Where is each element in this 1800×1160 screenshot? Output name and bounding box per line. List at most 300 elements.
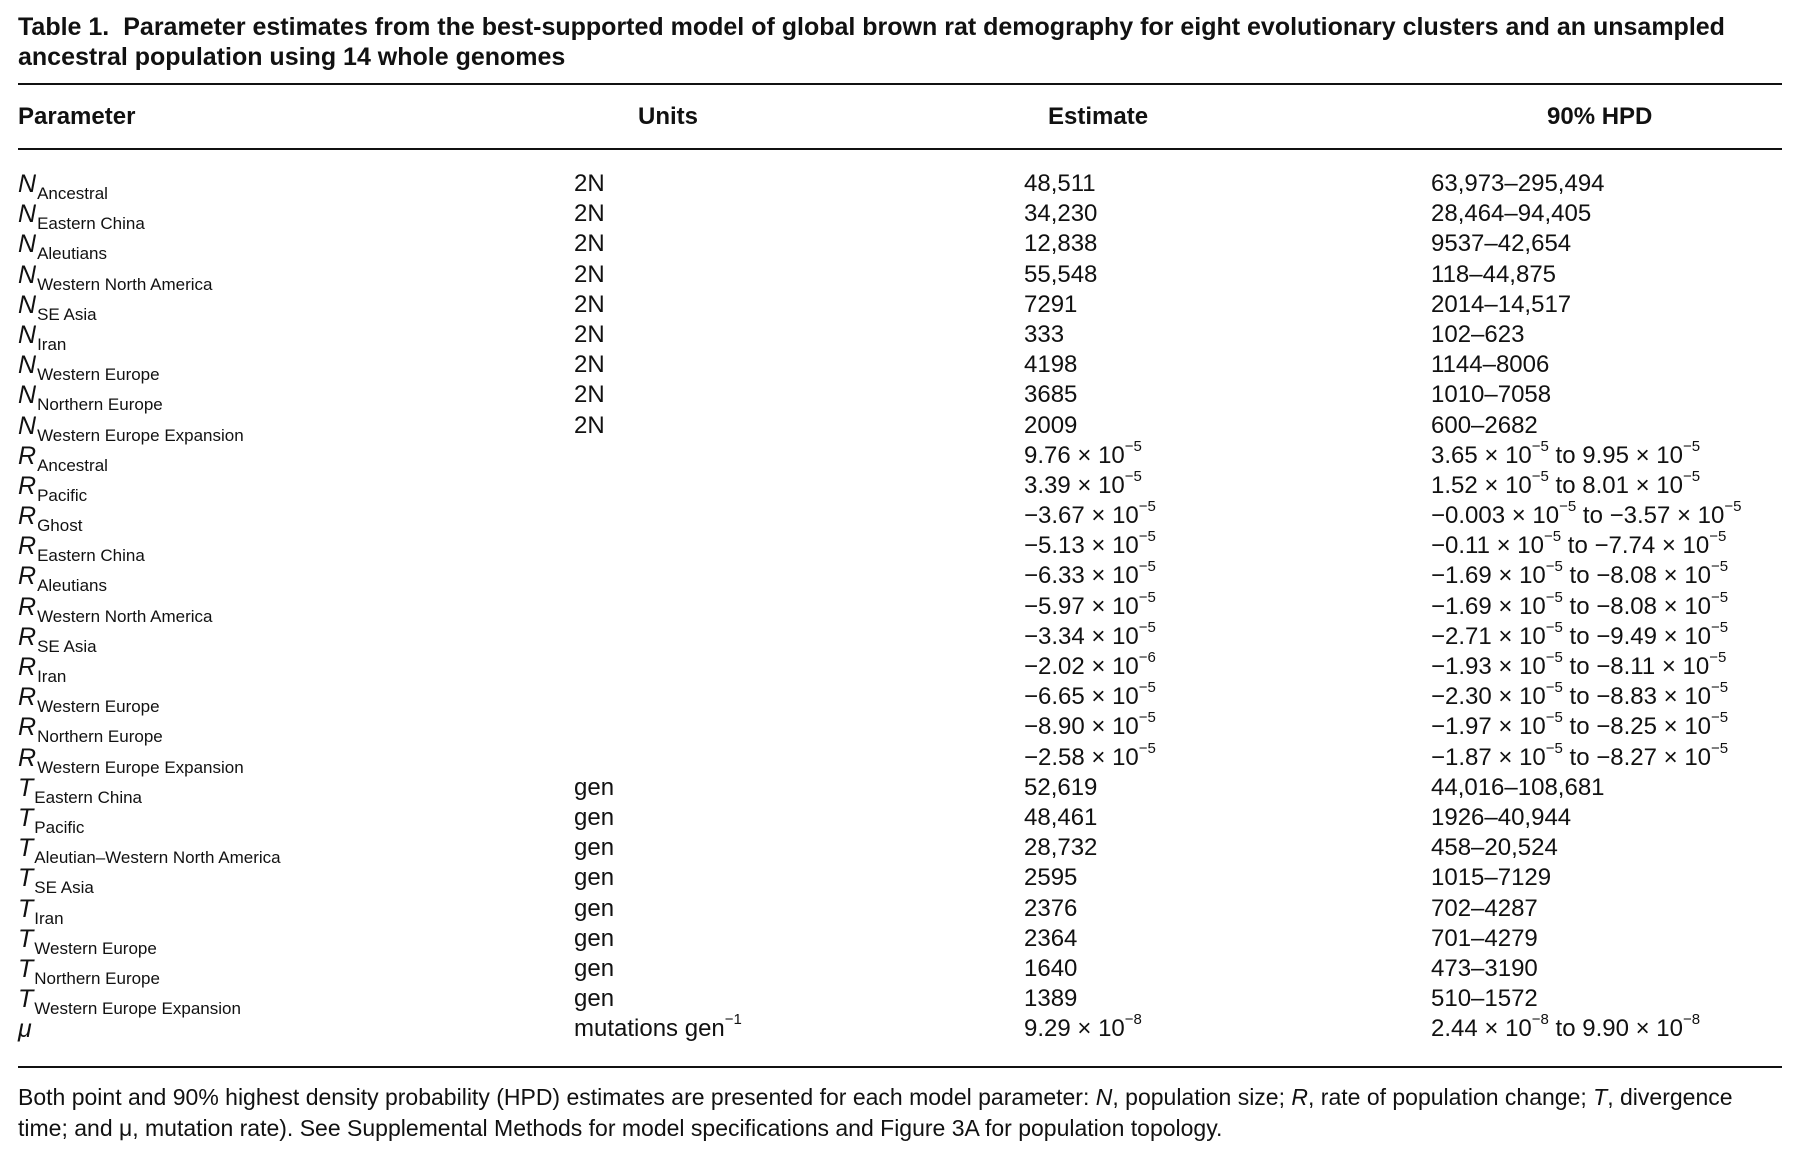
times-ten: × 10: [1070, 471, 1125, 499]
parameter-symbol: T: [18, 894, 34, 923]
times-ten: × 10: [1656, 683, 1712, 711]
table-row: [18, 437, 1782, 475]
estimate-cell: [1024, 558, 1156, 590]
range-to: to: [1562, 683, 1597, 711]
exponent: −5: [1138, 618, 1156, 636]
units-cell: gen: [574, 864, 615, 892]
header-hpd: 90% HPD: [1547, 103, 1653, 130]
mantissa: −0.11: [1431, 532, 1490, 560]
table-row: [18, 467, 1782, 505]
estimate-cell: 2376: [1024, 894, 1078, 922]
times-ten: × 10: [1628, 441, 1683, 469]
exponent: −5: [1531, 467, 1549, 485]
mantissa: 3.65: [1431, 441, 1478, 469]
parameter-cell: [18, 895, 64, 926]
parameter-cell: [18, 713, 163, 747]
parameter-subscript: Eastern China: [34, 787, 143, 807]
parameter-symbol: N: [18, 260, 37, 289]
hpd-cell: [1431, 528, 1727, 560]
header-estimate: Estimate: [1048, 103, 1149, 130]
mantissa: −3.34: [1024, 622, 1085, 650]
parameter-subscript: Northern Europe: [37, 395, 163, 415]
hpd-cell: [1431, 649, 1727, 681]
exponent: −8: [1531, 1011, 1549, 1029]
parameter-cell: [18, 864, 94, 898]
parameter-symbol: N: [18, 170, 37, 198]
units-cell: 2N: [574, 200, 605, 228]
units-cell: 2N: [574, 260, 605, 288]
parameter-symbol: T: [18, 864, 34, 893]
header-parameter: Parameter: [18, 103, 136, 130]
mantissa: −1.97: [1431, 713, 1492, 741]
units-exponent: −1: [724, 1011, 742, 1029]
parameter-symbol: R: [18, 532, 37, 561]
table-row: [18, 709, 1782, 747]
table-row: [18, 498, 1782, 536]
hpd-cell: 2014–14,517: [1431, 290, 1572, 318]
hpd-cell: [1431, 1011, 1701, 1043]
parameter-subscript: Eastern China: [37, 214, 145, 234]
table-row: [18, 351, 1782, 385]
estimate-cell: 1640: [1024, 954, 1078, 982]
parameter-cell: [18, 653, 66, 684]
footnote-symbol: T: [1593, 1084, 1608, 1110]
parameter-cell: [18, 804, 84, 835]
mantissa: −2.30: [1431, 683, 1492, 711]
mantissa: −8.11: [1596, 653, 1656, 680]
exponent: −6: [1138, 649, 1156, 666]
table-row: [18, 924, 1782, 958]
parameter-symbol: R: [18, 713, 37, 742]
bottom-rule: [18, 1066, 1782, 1068]
hpd-cell: 28,464–94,405: [1431, 200, 1592, 228]
times-ten: × 10: [1491, 713, 1546, 741]
table-row: [18, 773, 1782, 807]
parameter-symbol: N: [18, 200, 37, 229]
parameter-subscript: Pacific: [34, 817, 85, 837]
parameter-cell: [18, 925, 157, 956]
range-to: to: [1548, 441, 1583, 469]
range-to: to: [1576, 502, 1610, 530]
estimate-cell: 1389: [1024, 985, 1078, 1013]
parameter-subscript: Pacific: [37, 485, 88, 505]
times-ten: × 10: [1084, 713, 1139, 741]
table-row: [18, 618, 1782, 656]
parameter-symbol: N: [18, 381, 37, 410]
hpd-cell: 473–3190: [1431, 954, 1538, 982]
parameter-cell: [18, 593, 212, 624]
parameter-cell: [18, 1015, 32, 1044]
parameter-cell: [18, 442, 108, 473]
parameter-cell: [18, 502, 83, 536]
range-to: to: [1562, 743, 1597, 771]
mantissa: −1.87: [1431, 743, 1492, 771]
units-cell: [574, 1011, 742, 1043]
parameter-symbol: T: [18, 985, 34, 1014]
times-ten: × 10: [1084, 743, 1139, 771]
parameter-symbol: R: [18, 743, 37, 772]
parameter-cell: [18, 412, 244, 443]
exponent: −5: [1559, 498, 1577, 516]
parameter-cell: [18, 291, 97, 322]
units-cell: gen: [574, 834, 615, 862]
units-cell: 2N: [574, 290, 605, 318]
range-to: to: [1562, 622, 1597, 650]
range-to: to: [1548, 471, 1583, 499]
units-cell: 2N: [574, 411, 605, 439]
times-ten: × 10: [1655, 653, 1710, 680]
table-row: [18, 803, 1782, 837]
parameter-symbol: N: [18, 290, 37, 319]
parameter-subscript: Western North America: [37, 606, 213, 626]
exponent: −5: [1545, 558, 1563, 576]
parameter-symbol: T: [18, 803, 34, 832]
estimate-cell: [1024, 679, 1156, 711]
parameter-cell: [18, 955, 160, 986]
estimate-cell: [1024, 709, 1156, 741]
times-ten: × 10: [1656, 713, 1712, 741]
mantissa: −2.58: [1024, 743, 1085, 771]
hpd-cell: [1431, 739, 1729, 772]
parameter-subscript: Ghost: [37, 516, 83, 536]
parameter-subscript: Western Europe: [34, 938, 157, 958]
times-ten: × 10: [1491, 622, 1546, 650]
units-cell: 2N: [574, 170, 605, 197]
table-row: [18, 679, 1782, 717]
parameter-subscript: Western North America: [37, 274, 213, 294]
hpd-cell: 701–4279: [1431, 924, 1538, 952]
mantissa: 1.52: [1431, 471, 1478, 499]
footnote-text: , divergence time; and μ, mutation rate). See Supplemental Methods for model specifications and Figure 3A for population topology.: [18, 1084, 1733, 1141]
range-to: to: [1561, 532, 1595, 560]
mantissa: −3.57: [1609, 502, 1671, 530]
table-label: Table 1.: [18, 13, 110, 41]
range-to: to: [1562, 653, 1597, 680]
mantissa: −8.08: [1596, 562, 1657, 590]
times-ten: × 10: [1477, 1015, 1532, 1043]
hpd-cell: [1431, 588, 1729, 621]
table-row: [18, 170, 1782, 203]
exponent: −5: [1138, 588, 1156, 606]
table-row: [18, 558, 1782, 596]
hpd-cell: 1926–40,944: [1431, 803, 1572, 831]
mantissa: 3.39: [1024, 471, 1071, 499]
exponent: −5: [1138, 739, 1156, 757]
exponent: −5: [1138, 709, 1156, 727]
hpd-cell: [1431, 437, 1701, 470]
mantissa: −5.97: [1024, 592, 1085, 620]
estimate-cell: [1024, 649, 1156, 681]
table-row: [18, 381, 1782, 415]
exponent: −5: [1124, 467, 1142, 485]
range-to: to: [1562, 592, 1597, 620]
estimate-cell: 28,732: [1024, 834, 1098, 862]
table-body: [18, 170, 1782, 1045]
units-cell: gen: [574, 954, 615, 982]
parameter-symbol: R: [18, 653, 37, 681]
parameter-subscript: Ancestral: [37, 184, 108, 203]
exponent: −5: [1711, 588, 1729, 606]
times-ten: × 10: [1084, 622, 1139, 650]
exponent: −5: [1683, 437, 1701, 455]
exponent: −5: [1545, 649, 1563, 666]
exponent: −5: [1545, 679, 1563, 697]
units-text: mutations gen: [574, 1015, 725, 1043]
exponent: −5: [1545, 618, 1563, 636]
estimate-cell: 3685: [1024, 381, 1078, 409]
table-row: [18, 588, 1782, 626]
top-rule: [18, 83, 1782, 85]
table-row: [18, 985, 1782, 1019]
units-cell: gen: [574, 773, 615, 801]
exponent: −5: [1545, 709, 1563, 727]
parameter-symbol: R: [18, 622, 37, 651]
mantissa: −5.13: [1024, 532, 1085, 560]
exponent: −5: [1711, 709, 1729, 727]
times-ten: × 10: [1070, 1015, 1125, 1043]
table-row: [18, 320, 1782, 354]
hpd-cell: [1431, 618, 1729, 651]
exponent: −5: [1124, 437, 1142, 455]
times-ten: × 10: [1491, 683, 1546, 711]
estimate-cell: 48,461: [1024, 803, 1098, 831]
footnote-symbol: R: [1291, 1084, 1309, 1110]
estimate-cell: [1024, 739, 1156, 772]
estimate-cell: 52,619: [1024, 773, 1098, 801]
estimate-cell: [1024, 528, 1156, 560]
mantissa: −8.08: [1596, 592, 1657, 620]
table-row: [18, 200, 1782, 234]
estimate-cell: [1024, 498, 1156, 530]
times-ten: × 10: [1477, 471, 1532, 499]
footnote-symbol: N: [1095, 1084, 1113, 1110]
times-ten: × 10: [1491, 743, 1546, 771]
estimate-cell: [1024, 1011, 1142, 1043]
parameter-symbol: T: [18, 773, 34, 802]
times-ten: × 10: [1084, 562, 1139, 590]
units-cell: 2N: [574, 230, 605, 258]
estimate-cell: [1024, 618, 1156, 651]
footnote-text: Both point and 90% highest density probability (HPD) estimates are presented for each model parameter:: [18, 1084, 1096, 1110]
times-ten: × 10: [1084, 532, 1139, 560]
parameter-subscript: Northern Europe: [37, 727, 163, 747]
exponent: −5: [1138, 558, 1156, 576]
exponent: −8: [1124, 1011, 1142, 1029]
mantissa: −0.003: [1431, 502, 1506, 530]
estimate-cell: 12,838: [1024, 230, 1098, 258]
times-ten: × 10: [1505, 502, 1560, 530]
exponent: −5: [1711, 618, 1729, 636]
exponent: −5: [1138, 498, 1156, 516]
parameter-subscript: Aleutian–Western North America: [34, 848, 281, 868]
hpd-cell: [1431, 709, 1729, 741]
mantissa: −1.69: [1431, 562, 1492, 590]
hpd-cell: [1431, 558, 1729, 590]
hpd-cell: 9537–42,654: [1431, 230, 1572, 258]
parameter-cell: [18, 351, 160, 385]
estimate-cell: 2009: [1024, 411, 1078, 439]
table-row: [18, 739, 1782, 777]
table-row: [18, 649, 1782, 686]
parameter-symbol: N: [18, 351, 37, 380]
parameter-symbol: N: [18, 230, 37, 259]
times-ten: × 10: [1477, 441, 1532, 469]
times-ten: × 10: [1491, 592, 1546, 620]
parameter-subscript: Western Europe: [37, 365, 160, 385]
parameter-symbol: R: [18, 683, 37, 712]
estimate-cell: 333: [1024, 320, 1065, 348]
mantissa: 9.95: [1582, 441, 1629, 469]
table-row: [18, 954, 1782, 988]
mantissa: −8.25: [1596, 713, 1657, 741]
exponent: −5: [1531, 437, 1549, 455]
parameter-subscript: SE Asia: [34, 878, 94, 898]
parameter-cell: [18, 200, 145, 234]
parameter-subscript: Western Europe Expansion: [37, 757, 244, 777]
parameter-cell: [18, 532, 145, 566]
exponent: −5: [1709, 528, 1727, 546]
table-row: [18, 1011, 1782, 1045]
parameter-cell: [18, 472, 87, 503]
hpd-cell: 510–1572: [1431, 985, 1538, 1013]
exponent: −5: [1709, 649, 1727, 666]
hpd-cell: 63,973–295,494: [1431, 170, 1605, 197]
hpd-cell: [1431, 498, 1742, 530]
exponent: −5: [1138, 679, 1156, 697]
times-ten: × 10: [1656, 743, 1712, 771]
exponent: −5: [1683, 467, 1701, 485]
mantissa: −7.74: [1594, 532, 1656, 560]
mantissa: 9.76: [1024, 441, 1071, 469]
mantissa: −1.93: [1431, 653, 1492, 680]
units-cell: 2N: [574, 320, 605, 348]
parameter-subscript: SE Asia: [37, 304, 97, 324]
exponent: −5: [1138, 528, 1156, 546]
mantissa: −6.65: [1024, 683, 1085, 711]
hpd-cell: 44,016–108,681: [1431, 773, 1605, 801]
parameter-cell: [18, 381, 163, 415]
estimate-cell: 4198: [1024, 351, 1078, 379]
mantissa: −2.02: [1024, 653, 1085, 680]
units-cell: 2N: [574, 381, 605, 409]
table-row: [18, 230, 1782, 264]
table-row: [18, 290, 1782, 324]
parameter-symbol: R: [18, 562, 37, 591]
times-ten: × 10: [1628, 1015, 1683, 1043]
parameter-subscript: Ancestral: [37, 455, 108, 475]
exponent: −5: [1711, 679, 1729, 697]
header-rule: [18, 148, 1782, 150]
hpd-cell: [1431, 679, 1729, 711]
range-to: to: [1562, 713, 1597, 741]
parameter-subscript: Iran: [37, 667, 67, 686]
table-row: [18, 834, 1782, 868]
hpd-cell: 458–20,524: [1431, 834, 1558, 862]
mantissa: −8.90: [1024, 713, 1085, 741]
mantissa: 2.44: [1431, 1015, 1478, 1043]
parameter-subscript: Western Europe Expansion: [37, 425, 244, 445]
estimate-cell: 48,511: [1024, 170, 1096, 197]
parameter-cell: [18, 774, 142, 805]
exponent: −5: [1724, 498, 1742, 516]
exponent: −5: [1545, 588, 1563, 606]
parameter-subscript: Western Europe Expansion: [34, 999, 241, 1019]
parameter-subscript: Aleutians: [37, 244, 107, 264]
estimate-cell: [1024, 588, 1156, 621]
times-ten: × 10: [1655, 532, 1710, 560]
mantissa: −3.67: [1024, 502, 1085, 530]
estimate-cell: 34,230: [1024, 200, 1098, 228]
hpd-cell: 600–2682: [1431, 411, 1538, 439]
exponent: −5: [1545, 739, 1563, 757]
times-ten: × 10: [1489, 532, 1544, 560]
mantissa: 9.29: [1024, 1015, 1071, 1043]
units-cell: gen: [574, 803, 615, 831]
table-row: [18, 864, 1782, 898]
times-ten: × 10: [1670, 502, 1725, 530]
footnote-text: , rate of population change;: [1308, 1084, 1594, 1110]
estimate-cell: 55,548: [1024, 260, 1098, 288]
mantissa: −9.49: [1596, 622, 1657, 650]
parameter-symbol: μ: [18, 1015, 32, 1044]
parameter-subscript: Iran: [34, 908, 64, 928]
parameter-cell: [18, 985, 241, 1019]
footnote-text: , population size;: [1112, 1084, 1292, 1110]
parameter-symbol: R: [18, 441, 37, 470]
times-ten: × 10: [1491, 562, 1546, 590]
parameter-symbol: R: [18, 502, 37, 531]
parameter-symbol: N: [18, 411, 37, 440]
parameter-symbol: T: [18, 834, 34, 863]
exponent: −5: [1544, 528, 1562, 546]
parameter-cell: [18, 562, 107, 596]
parameter-subscript: SE Asia: [37, 636, 97, 656]
table-footnote: [18, 1082, 1782, 1144]
hpd-cell: [1431, 467, 1701, 500]
estimate-cell: 7291: [1024, 290, 1078, 318]
times-ten: × 10: [1084, 502, 1139, 530]
parameter-symbol: R: [18, 592, 37, 621]
times-ten: × 10: [1084, 653, 1139, 680]
units-cell: gen: [574, 894, 615, 922]
hpd-cell: 102–623: [1431, 320, 1525, 348]
parameter-cell: [18, 261, 212, 292]
times-ten: × 10: [1656, 592, 1712, 620]
times-ten: × 10: [1491, 653, 1546, 680]
parameter-cell: [18, 834, 281, 868]
table-row: [18, 411, 1782, 445]
exponent: −5: [1711, 558, 1729, 576]
units-cell: gen: [574, 924, 615, 952]
table-title: Parameter estimates from the best-supported model of global brown rat demography for eight evolutionary clusters and an unsampled ancestral population using 14 whole genomes: [18, 13, 1725, 71]
estimate-cell: 2595: [1024, 864, 1078, 892]
mantissa: 9.90: [1582, 1015, 1629, 1043]
parameter-cell: [18, 170, 108, 201]
hpd-cell: 1144–8006: [1431, 351, 1550, 379]
parameter-subscript: Western Europe: [37, 697, 160, 717]
estimate-cell: [1024, 437, 1142, 470]
hpd-cell: 118–44,875: [1431, 260, 1557, 288]
estimate-cell: [1024, 467, 1142, 500]
times-ten: × 10: [1628, 471, 1683, 499]
parameter-cell: [18, 321, 66, 352]
range-to: to: [1562, 562, 1597, 590]
times-ten: × 10: [1656, 562, 1712, 590]
parameter-subscript: Eastern China: [37, 546, 145, 566]
times-ten: × 10: [1084, 592, 1139, 620]
mantissa: −6.33: [1024, 562, 1085, 590]
table-row: [18, 528, 1782, 566]
